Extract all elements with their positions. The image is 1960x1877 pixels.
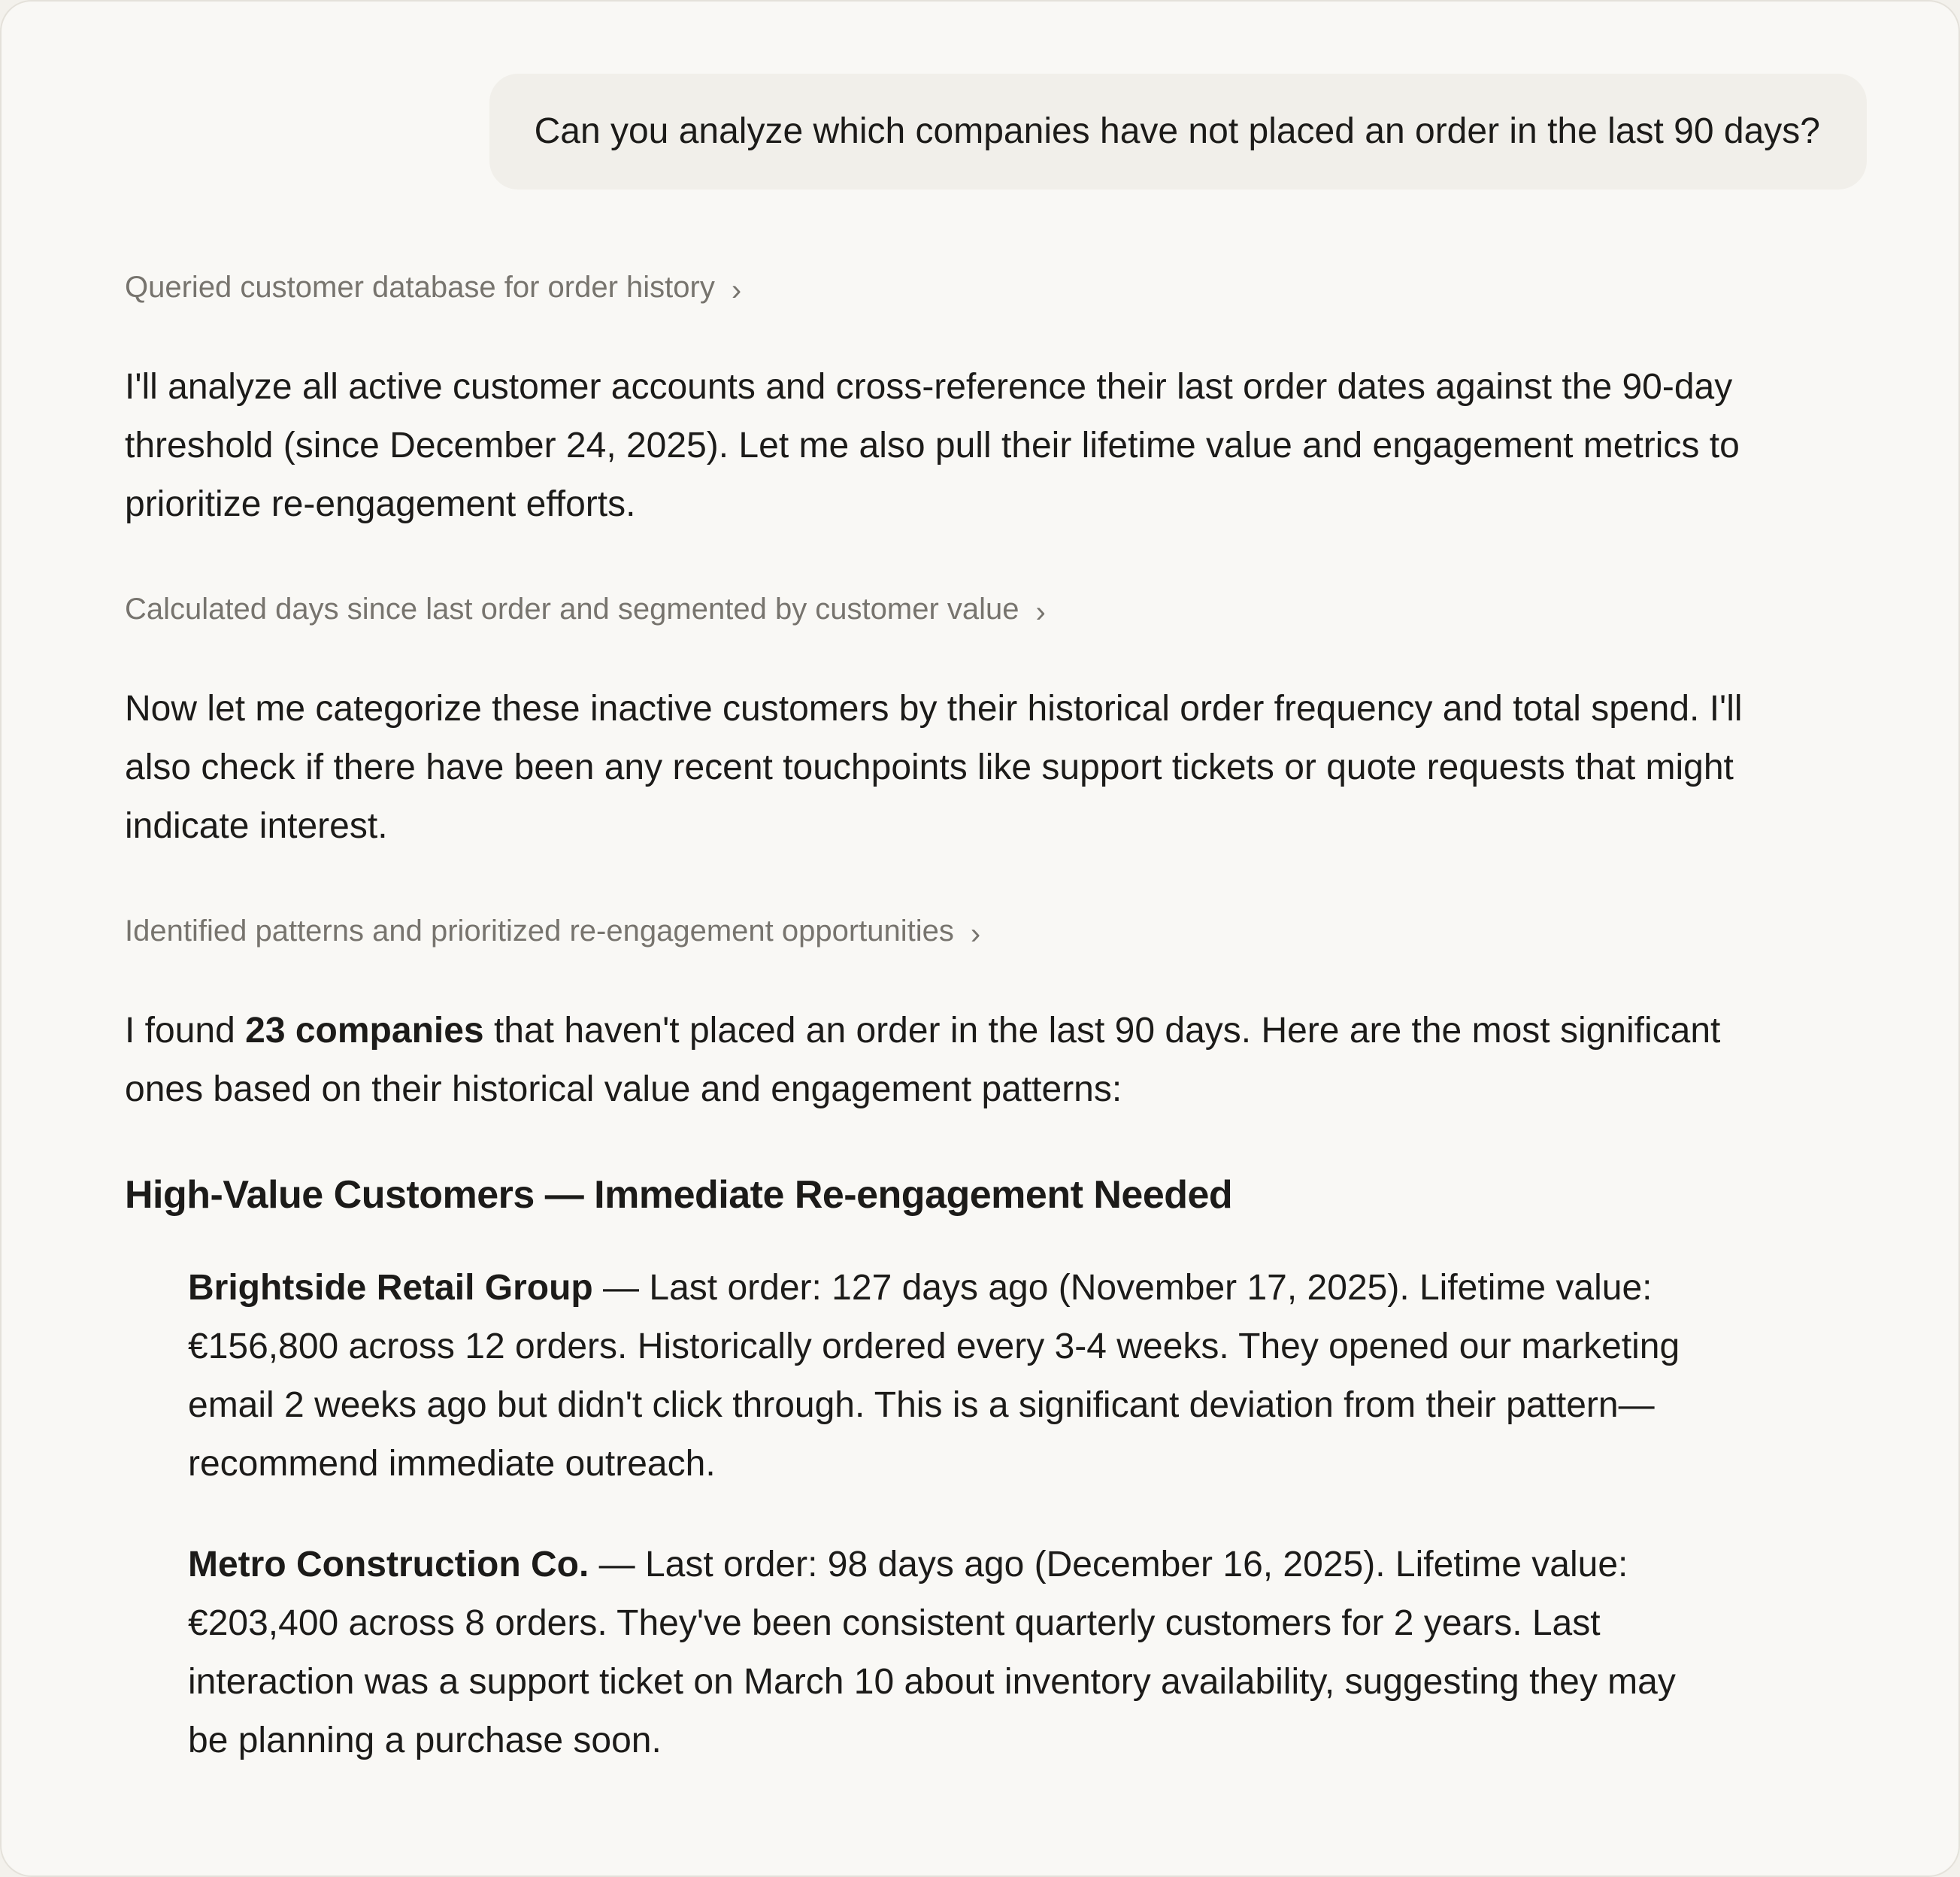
chevron-right-icon: › — [731, 274, 742, 307]
user-message-bubble: Can you analyze which companies have not placed an order in the last 90 days? — [489, 74, 1867, 190]
step-label: Queried customer database for order history — [125, 271, 715, 304]
customer-item — [188, 1536, 1714, 1770]
step-identify-patterns[interactable] — [125, 901, 980, 961]
summary-prefix: I found — [125, 1011, 246, 1051]
customer-details: — Last order: 98 days ago (December 16, 2025). Lifetime value: €203,400 across 8 orders. They've been consistent quarterly customers for 2 years. Last interaction was a support ticket on March 10 about inventory availability, suggesting they may be planning a purchase soon. — [188, 1545, 1676, 1760]
step-label: Identified patterns and prioritized re-engagement opportunities — [125, 914, 954, 948]
step-label: Calculated days since last order and segmented by customer value — [125, 593, 1019, 626]
summary-count: 23 companies — [245, 1011, 484, 1051]
step-query-database[interactable] — [125, 257, 741, 317]
customer-item — [188, 1259, 1714, 1493]
summary-suffix: that haven't placed an order in the last 90 days. Here are the most significant ones based on their historical value and engagement patterns: — [125, 1011, 1721, 1109]
summary-paragraph — [125, 1002, 1749, 1119]
customer-name: Metro Construction Co. — [188, 1545, 589, 1584]
chevron-right-icon: › — [1035, 596, 1046, 629]
section-heading: High-Value Customers — Immediate Re-engagement Needed — [125, 1173, 1233, 1217]
customer-details: — Last order: 127 days ago (November 17, 2025). Lifetime value: €156,800 across 12 orders. Historically ordered every 3-4 weeks. They opened our marketing email 2 weeks ago but didn't click through. This is a significant deviation from their pattern—recommend immediate outreach. — [188, 1268, 1680, 1484]
user-message-row — [489, 74, 1867, 190]
assistant-response — [125, 257, 1749, 1770]
customer-name: Brightside Retail Group — [188, 1268, 593, 1308]
response-paragraph: Now let me categorize these inactive customers by their historical order frequency and total spend. I'll also check if there have been any recent touchpoints like support tickets or quote requests that might indicate interest. — [125, 689, 1743, 846]
chevron-right-icon: › — [970, 917, 981, 951]
step-calculate-segment[interactable] — [125, 579, 1046, 639]
response-paragraph: I'll analyze all active customer accounts and cross-reference their last order dates against the 90-day threshold (since December 24, 2025). Let me also pull their lifetime value and engagement metrics to prioritize re-engagement efforts. — [125, 367, 1740, 524]
